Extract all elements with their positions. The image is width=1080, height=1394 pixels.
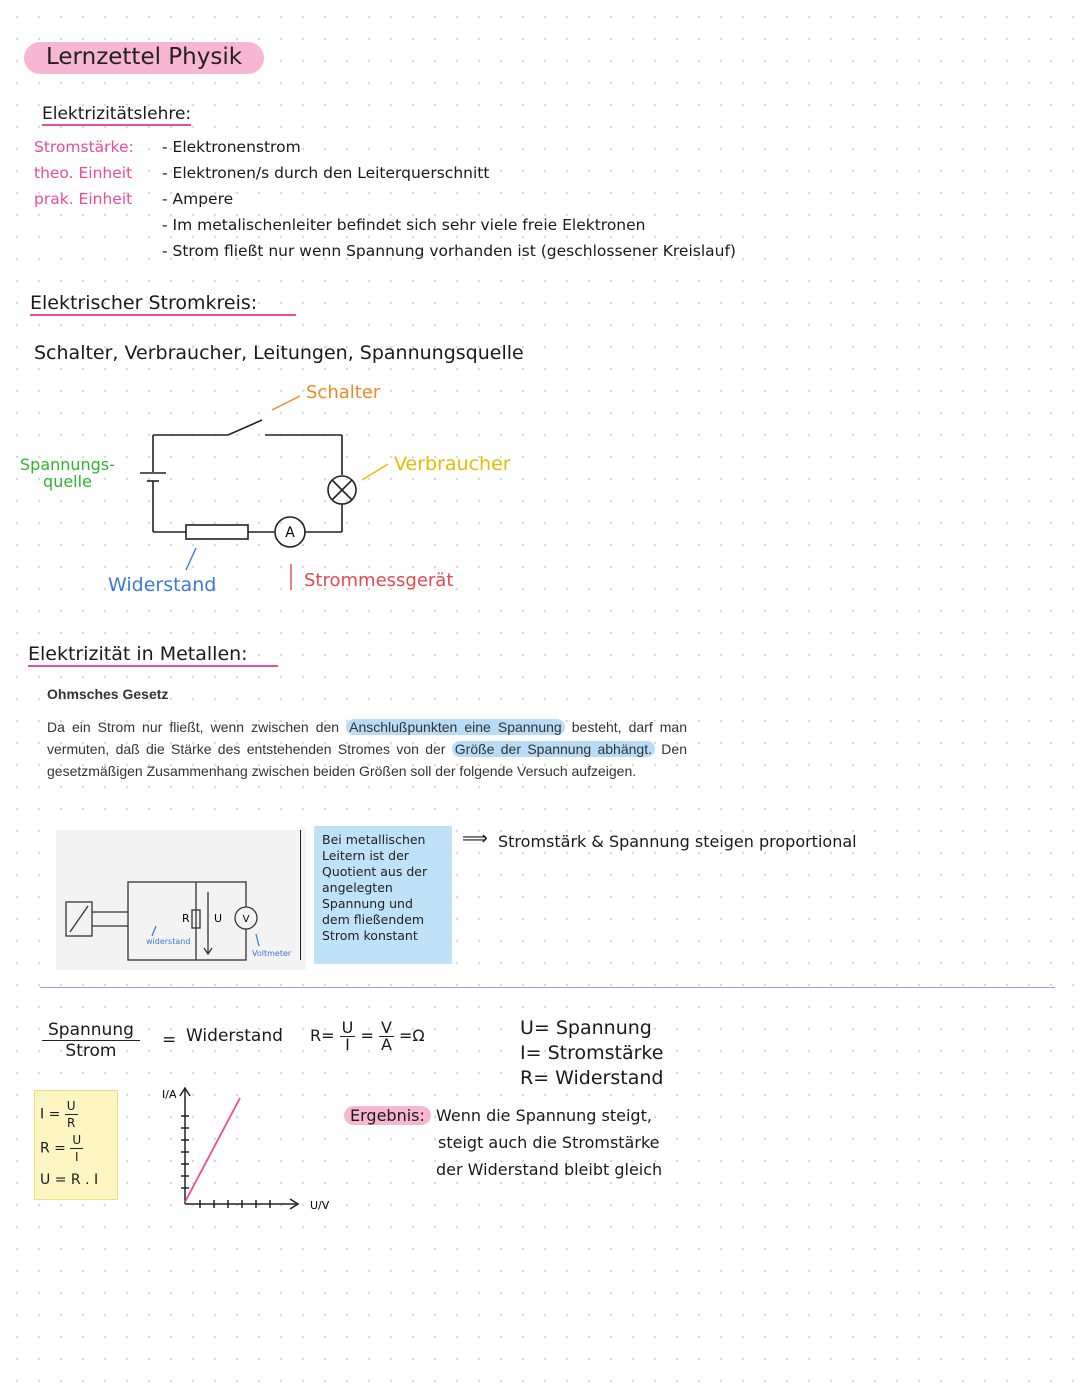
section-heading-elektrizitaetslehre: Elektrizitätslehre: bbox=[42, 104, 192, 124]
experiment-circuit bbox=[56, 830, 306, 970]
page-title: Lernzettel Physik bbox=[24, 42, 264, 74]
switch-lever bbox=[228, 420, 262, 435]
r-formula-fraction2: $\frac{V}{A}$ bbox=[380, 1018, 392, 1054]
fraction-result: Widerstand bbox=[186, 1026, 283, 1046]
list-item: - Elektronen/s durch den Leiterquerschnitt bbox=[162, 164, 490, 182]
section-heading-metalle: Elektrizität in Metallen: bbox=[28, 643, 278, 667]
list-item: - Elektronenstrom bbox=[162, 138, 301, 156]
r-formula bbox=[310, 1020, 425, 1053]
book-highlight: Anschlußpunkten eine Spannung bbox=[346, 719, 565, 735]
list-item: - Im metalischenleiter befindet sich sehr viele freie Elektronen bbox=[162, 216, 646, 234]
voltage-u-label: U bbox=[214, 912, 223, 925]
list-item: - Strom fließt nur wenn Spannung vorhanden ist (geschlossener Kreislauf) bbox=[162, 242, 736, 260]
label-schalter: Schalter bbox=[306, 382, 381, 403]
fraction-spannung-strom bbox=[42, 1020, 140, 1061]
label-spannungsquelle-line2: quelle bbox=[43, 472, 92, 491]
components-list: Schalter, Verbraucher, Leitungen, Spannungsquelle bbox=[34, 342, 524, 364]
label-spannungsquelle bbox=[20, 456, 115, 490]
resistor-r-label: R bbox=[182, 912, 190, 925]
voltmeter-v-label: V bbox=[242, 914, 250, 925]
y-axis-label: I/A bbox=[162, 1088, 177, 1101]
x-axis-label: U/V bbox=[310, 1199, 330, 1212]
definition-r: R= Widerstand bbox=[520, 1067, 664, 1089]
divider-line bbox=[300, 830, 301, 960]
label-widerstand-small: widerstand bbox=[146, 937, 191, 946]
book-text-part: Da ein Strom nur fließt, wenn zwischen den bbox=[47, 719, 347, 735]
label-prak-einheit: prak. Einheit bbox=[34, 190, 133, 208]
label-theo-einheit: theo. Einheit bbox=[34, 164, 133, 182]
proportional-line bbox=[185, 1098, 240, 1202]
book-text-part: Den gesetzmäßigen Zusammenhang zwischen beiden Größen soll der folgende Versuch aufzeigen. bbox=[47, 741, 687, 779]
book-title: Ohmsches Gesetz bbox=[47, 686, 169, 702]
equals-sign: = bbox=[162, 1030, 177, 1050]
label-stromstaerke: Stromstärke: bbox=[34, 138, 134, 156]
iu-graph bbox=[150, 1076, 340, 1216]
result-block bbox=[344, 1102, 652, 1129]
conclusion-arrow: ⟹ bbox=[462, 828, 488, 849]
definition-list bbox=[162, 134, 736, 264]
book-paragraph bbox=[47, 716, 687, 782]
formula-i: I = $\frac{U}{R}$ bbox=[40, 1099, 76, 1130]
fraction-denominator: Strom bbox=[65, 1041, 117, 1061]
formula-u: U = R . I bbox=[40, 1172, 99, 1188]
pointer-verbraucher bbox=[362, 464, 388, 480]
definitions-list bbox=[520, 1016, 663, 1091]
r-formula-fraction1: $\frac{U}{I}$ bbox=[341, 1018, 354, 1054]
label-voltmeter-small: Voltmeter bbox=[252, 949, 292, 958]
label-strommessgeraet: Strommessgerät bbox=[304, 570, 454, 591]
conclusion-text: Stromstärk & Spannung steigen proportional bbox=[498, 832, 857, 851]
result-label: Ergebnis: bbox=[344, 1106, 431, 1125]
r-formula-ohm: =Ω bbox=[398, 1026, 425, 1045]
label-spannungsquelle-line1: Spannungs- bbox=[20, 455, 115, 474]
circuit-diagram bbox=[0, 380, 560, 610]
pointer-schalter bbox=[272, 396, 300, 410]
r-formula-eq: = bbox=[360, 1026, 374, 1045]
label-verbraucher: Verbraucher bbox=[394, 453, 511, 475]
section-heading-stromkreis: Elektrischer Stromkreis: bbox=[30, 292, 296, 316]
formula-r: R = $\frac{U}{I}$ bbox=[40, 1133, 82, 1164]
book-highlight: Größe der Spannung abhängt. bbox=[452, 741, 655, 757]
book-text-part: besteht, darf man vermuten, daß die Stärke des entstehenden Stromes von der bbox=[47, 719, 687, 757]
definition-u: U= Spannung bbox=[520, 1017, 652, 1039]
list-item: - Ampere bbox=[162, 190, 234, 208]
label-widerstand: Widerstand bbox=[108, 574, 217, 596]
resistor-symbol bbox=[186, 525, 248, 539]
ammeter-label: A bbox=[285, 525, 295, 541]
result-line-3: der Widerstand bleibt gleich bbox=[436, 1160, 663, 1179]
definition-i: I= Stromstärke bbox=[520, 1042, 664, 1064]
label-column bbox=[34, 134, 134, 212]
result-line-2: steigt auch die Stromstärke bbox=[438, 1133, 660, 1152]
result-line-1: Wenn die Spannung steigt, bbox=[435, 1106, 652, 1125]
info-box: Bei metallischen Leitern ist der Quotient aus der angelegten Spannung und dem fließendem Strom konstant bbox=[314, 826, 452, 964]
section-separator bbox=[40, 987, 1055, 988]
fraction-numerator: Spannung bbox=[42, 1020, 140, 1041]
r-formula-lhs: R= bbox=[310, 1026, 335, 1045]
pointer-widerstand bbox=[186, 548, 196, 570]
